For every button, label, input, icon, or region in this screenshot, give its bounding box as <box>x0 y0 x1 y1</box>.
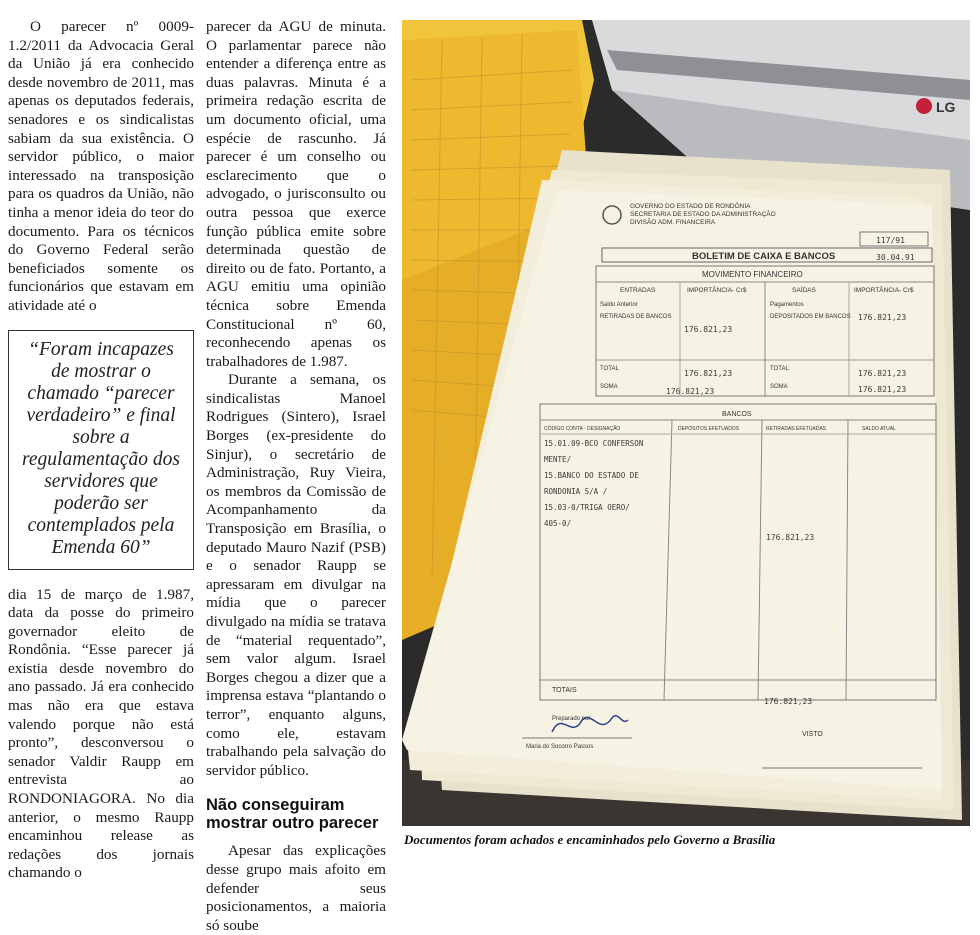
subheading: Não conseguiram mostrar outro parecer <box>206 796 379 833</box>
bank-line: 15.01.09-BCO CONFERSON <box>544 439 644 448</box>
brand-mark: LG <box>936 99 956 115</box>
article-paragraph: Durante a semana, os sindicalistas Manoel Rodrigues (Sintero), Israel Borges (ex-presidente do Sinjur), o secretário de Administração, Ruy Vieira, os membros da Comissão de Acompanhamento da Transposição em Brasília, o deputado Mauro Nazif (PSB) e o senador Raupp se apressaram em divulgar na mídia que o parecer divulgado na mídia se tratava de “material requentado”, sem valor algum. Israel Borges chegou a dizer que a imprensa estava “plantando o terror”, enquanto alguns, como ele, estavam trabalhando pela salvação do servidor público. <box>206 371 386 779</box>
row-label: Pagamentos <box>770 302 804 308</box>
amount-value: 176.821,23 <box>666 387 715 396</box>
sum-label: SOMA <box>600 384 618 390</box>
total-label: TOTAL <box>770 366 789 372</box>
sum-label: SOMA <box>770 384 788 390</box>
entries-label: ENTRADAS <box>620 287 656 294</box>
banks-label: BANCOS <box>722 411 752 418</box>
bank-line: RONDONIA S/A / <box>544 487 608 496</box>
bank-line: MENTE/ <box>544 455 572 464</box>
movement-title: MOVIMENTO FINANCEIRO <box>702 270 803 279</box>
bank-column-header: CÓDIGO CONTA · DESIGNAÇÃO <box>544 426 621 432</box>
photo-illustration <box>402 20 970 826</box>
lg-logo-icon <box>916 98 932 114</box>
bank-column-header: DEPÓSITOS EFETUADOS <box>678 426 740 432</box>
amount-value: 176.821,23 <box>858 369 907 378</box>
article-paragraph: O parecer nº 0009-1.2/2011 da Advocacia Geral da União já era conhecido desde novembro de 2011, mas apenas os deputados federais, senadores e os sindicalistas sabiam da sua existência. O servidor público, o maior interessado na transposição para os quadros da União, não tinha a menor ideia do teor do documento. Para os técnicos do Governo Federal serão beneficiados somente os funcionários que estavam em atividade até o <box>8 18 194 314</box>
amount-value: 176.821,23 <box>858 385 907 394</box>
amount-label: IMPORTÂNCIA- Cr$ <box>687 287 747 294</box>
bank-column-header: RETIRADAS EFETUADAS <box>766 426 827 432</box>
doc-title: BOLETIM DE CAIXA E BANCOS <box>692 251 836 262</box>
bank-column-header: SALDO ATUAL <box>862 426 896 432</box>
amount-value: 176.821,23 <box>858 313 907 322</box>
article-paragraph: parecer da AGU de minuta. O parlamentar parece não entender a diferença entre as duas palavras. Minuta é a primeira redação escrita de um documento oficial, uma espécie de rascunho. Já parecer é um conselho ou esclarecimento que o advogado, o jurisconsulto ou outra pessoa que exerce função pública emite sobre determinada questão de direito ou de fato. Portanto, a AGU emitiu uma opinião técnica sobre Emenda Constitucional nº 60, reconhecendo apenas os trabalhadores de 1.987. <box>206 18 386 370</box>
bank-line: 405-0/ <box>544 519 572 528</box>
article-column-1 <box>8 18 194 883</box>
photo-caption: Documentos foram achados e encaminhados pelo Governo a Brasília <box>404 832 776 847</box>
amount-value: 176.821,23 <box>764 697 813 706</box>
bank-line: 15.03-0/TRIGA OERO/ <box>544 503 630 512</box>
doc-number: 117/91 <box>876 236 905 245</box>
signer-label: Maria do Socorro Passos <box>526 744 594 750</box>
amount-value: 176.821,23 <box>684 369 733 378</box>
amount-value: 176.821,23 <box>766 533 815 542</box>
row-label: Saldo Anterior <box>600 302 638 308</box>
article-paragraph: dia 15 de março de 1.987, data da posse do primeiro governador eleito de Rondônia. “Esse parecer já existia desde novembro do ano passado. Já era conhecido mas não era que estava valendo porque não está pronto”, desconversou o senador Valdir Raupp em entrevista ao RONDONIAGORA. No dia anterior, o mesmo Raupp encaminhou release as redações dos jornais chamando o <box>8 585 194 882</box>
row-label: DEPOSITADOS EM BANCOS <box>770 314 851 320</box>
exits-label: SAÍDAS <box>792 287 816 294</box>
article-column-2 <box>206 18 386 935</box>
visto-label: VISTO <box>802 731 823 738</box>
prepared-label: Preparado por <box>552 716 591 722</box>
totals-label: TOTAIS <box>552 687 577 694</box>
doc-header-line: SECRETARIA DE ESTADO DA ADMINISTRAÇÃO <box>630 211 776 218</box>
total-label: TOTAL <box>600 366 619 372</box>
amount-label: IMPORTÂNCIA- Cr$ <box>854 287 914 294</box>
article-paragraph: Apesar das explicações desse grupo mais afoito em defender seus posicionamentos, a maioria só soube <box>206 842 386 934</box>
pull-quote: “Foram incapazes de mostrar o chamado “parecer verdadeiro” e final sobre a regulamentação dos servidores que poderão ser contemplados pela Emenda 60” <box>8 330 194 570</box>
doc-header-line: GOVERNO DO ESTADO DE RONDÔNIA <box>630 203 751 210</box>
bank-line: 15.BANCO DO ESTADO DE <box>544 471 639 480</box>
doc-date: 30.04.91 <box>876 253 915 262</box>
doc-header-line: DIVISÃO ADM. FINANCEIRA <box>630 219 716 226</box>
amount-value: 176.821,23 <box>684 325 733 334</box>
row-label: RETIRADAS DE BANCOS <box>600 314 672 320</box>
document-photo <box>402 20 970 826</box>
